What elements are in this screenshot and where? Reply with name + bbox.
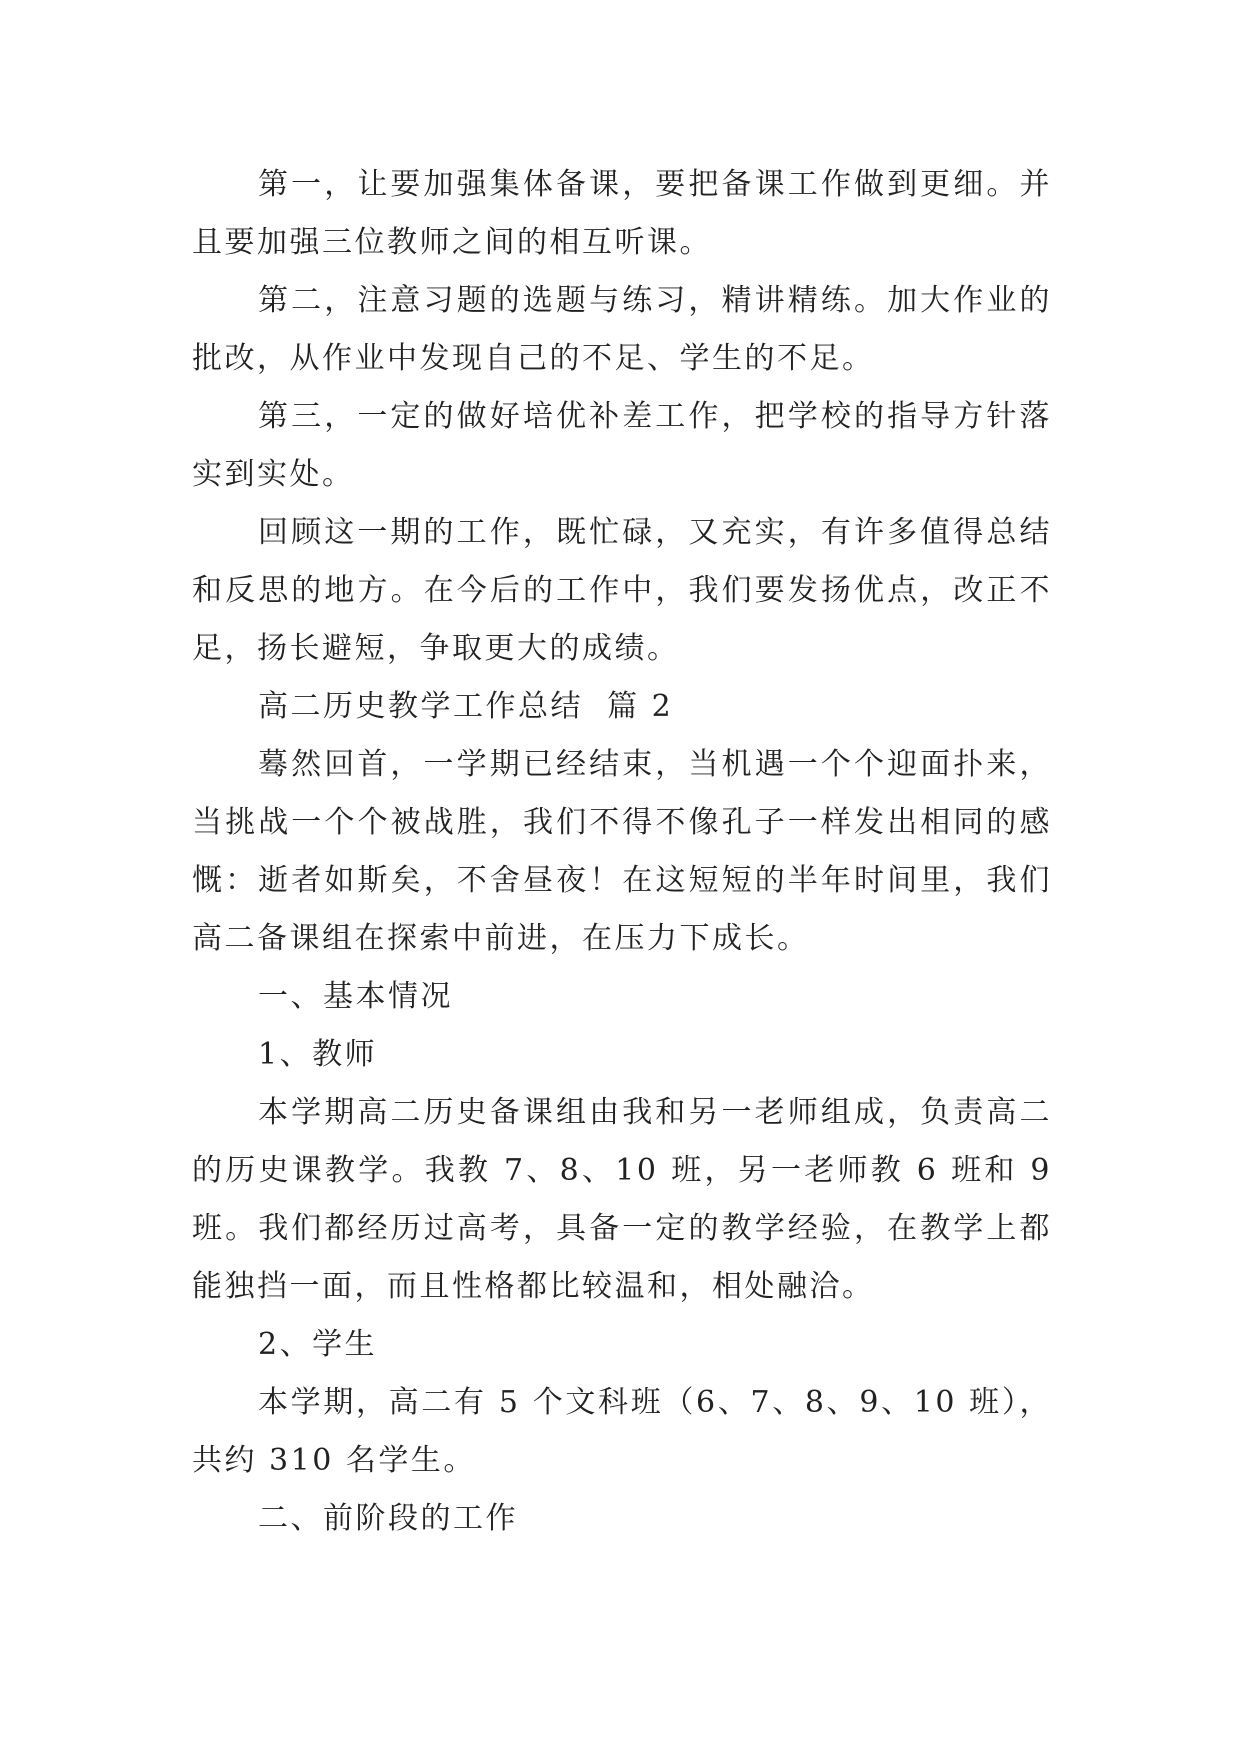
paragraph-2: 第二，注意习题的选题与练习，精讲精练。加大作业的批改，从作业中发现自己的不足、学生的不足。 (192, 283, 1052, 376)
subheading-teachers: 1、教师 (258, 1037, 378, 1072)
paragraph-4: 回顾这一期的工作，既忙碌，又充实，有许多值得总结和反思的地方。在今后的工作中，我们要发扬优点，改正不足，扬长避短，争取更大的成绩。 (192, 515, 1052, 666)
document-body (192, 156, 1052, 1548)
paragraph-6: 本学期高二历史备课组由我和另一老师组成，负责高二的历史课教学。我教 7、8、10 班，另一老师教 6 班和 9 班。我们都经历过高考，具备一定的教学经验，在教学上都能独挡一面，而且性格都比较温和，相处融洽。 (192, 1095, 1052, 1304)
paragraph-5: 蓦然回首，一学期已经结束，当机遇一个个迎面扑来，当挑战一个个被战胜，我们不得不像孔子一样发出相同的感慨：逝者如斯矣，不舍昼夜！在这短短的半年时间里，我们高二备课组在探索中前进，在压力下成长。 (192, 747, 1052, 956)
section-title: 高二历史教学工作总结 篇 2 (258, 689, 674, 724)
paragraph-1: 第一，让要加强集体备课，要把备课工作做到更细。并且要加强三位教师之间的相互听课。 (192, 167, 1052, 260)
heading-basic-situation: 一、基本情况 (258, 979, 453, 1014)
paragraph-7: 本学期，高二有 5 个文科班（6、7、8、9、10 班），共约 310 名学生。 (192, 1385, 1052, 1478)
heading-previous-work: 二、前阶段的工作 (258, 1501, 518, 1536)
paragraph-3: 第三，一定的做好培优补差工作，把学校的指导方针落实到实处。 (192, 399, 1052, 492)
subheading-students: 2、学生 (258, 1327, 378, 1362)
